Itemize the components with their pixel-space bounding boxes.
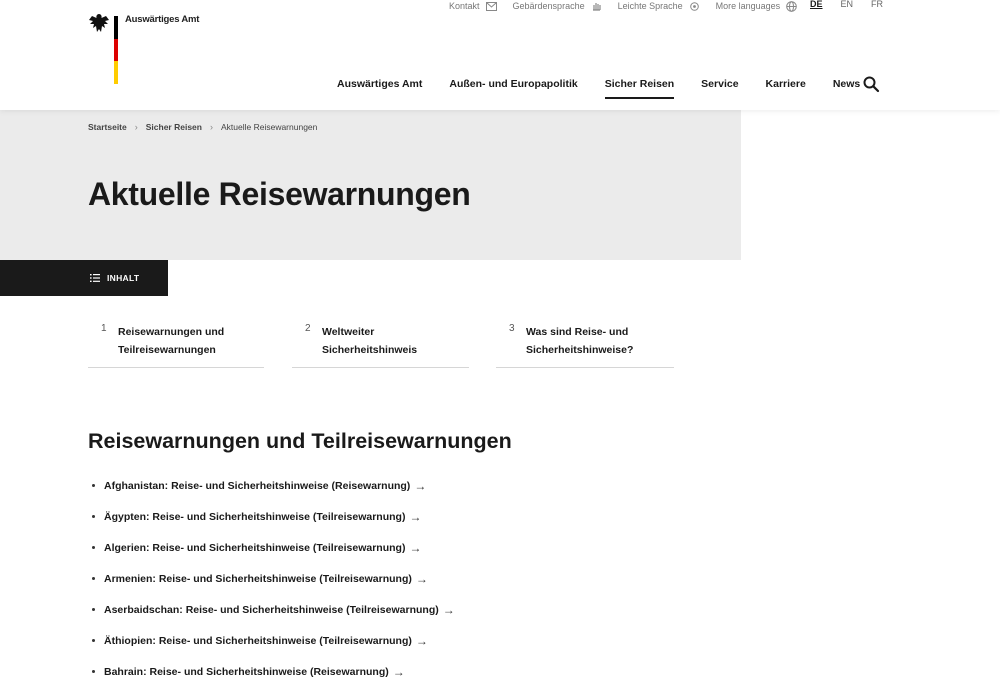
site-header	[0, 0, 1000, 110]
service-link-kontakt[interactable]	[449, 1, 497, 11]
service-link-more-languages[interactable]	[716, 1, 798, 12]
bullet	[92, 515, 95, 518]
service-link-label: Gebärdensprache	[512, 1, 585, 11]
page-title: Aktuelle Reisewarnungen	[88, 176, 471, 212]
toc-label: Weltweiter Sicherheitshinweis	[322, 326, 418, 356]
service-link-gebaerdensprache[interactable]	[513, 1, 602, 11]
toc-item-2[interactable]	[292, 320, 469, 368]
site-logo[interactable]	[88, 12, 208, 74]
bullet	[92, 608, 95, 611]
arrow-right-icon: →	[409, 509, 422, 524]
bullet	[92, 546, 95, 549]
chevron-right-icon: ›	[209, 122, 213, 132]
breadcrumb	[88, 122, 317, 132]
bullet	[92, 670, 95, 673]
list-item[interactable]	[92, 470, 455, 501]
warning-link[interactable]: Ägypten: Reise- und Sicherheitshinweise (Teilreisewarnung)	[104, 510, 406, 523]
nav-news[interactable]: News	[832, 78, 861, 90]
nav-sicher-reisen[interactable]: Sicher Reisen	[605, 78, 674, 100]
service-link-label: Leichte Sprache	[617, 1, 683, 11]
globe-icon	[786, 1, 797, 12]
list-item[interactable]	[92, 532, 455, 563]
warning-link[interactable]: Afghanistan: Reise- und Sicherheitshinweise (Reisewarnung)	[104, 479, 411, 492]
mail-icon	[486, 2, 497, 11]
arrow-right-icon: →	[392, 664, 405, 679]
warnings-list	[92, 470, 455, 687]
service-link-leichte-sprache[interactable]	[618, 1, 700, 11]
lang-fr[interactable]: FR	[871, 0, 884, 9]
logo-text: Auswärtiges Amt	[125, 14, 200, 25]
chevron-right-icon: ›	[134, 122, 138, 132]
warning-link[interactable]: Aserbaidschan: Reise- und Sicherheitshinweise (Teilreisewarnung)	[104, 603, 439, 616]
toc-number: 3	[509, 323, 515, 334]
toc-number: 1	[101, 323, 107, 334]
main-nav	[337, 78, 860, 100]
bullet	[92, 639, 95, 642]
language-switcher	[810, 0, 883, 9]
federal-eagle-icon	[88, 12, 110, 36]
search-icon[interactable]	[862, 75, 880, 93]
breadcrumb-current: Aktuelle Reisewarnungen	[220, 122, 318, 132]
warning-link[interactable]: Bahrain: Reise- und Sicherheitshinweise (Reisewarnung)	[104, 665, 389, 678]
service-link-label: Kontakt	[449, 1, 480, 11]
nav-auswaertiges-amt[interactable]: Auswärtiges Amt	[337, 78, 423, 90]
list-item[interactable]	[92, 501, 455, 532]
list-icon	[90, 274, 100, 282]
service-link-label: More languages	[715, 1, 781, 11]
bullet	[92, 484, 95, 487]
nav-service[interactable]: Service	[701, 78, 739, 90]
warning-link[interactable]: Armenien: Reise- und Sicherheitshinweise (Teilreisewarnung)	[104, 572, 412, 585]
nav-aussen-europapolitik[interactable]: Außen- und Europapolitik	[449, 78, 578, 90]
table-of-contents	[88, 320, 678, 370]
page-hero	[0, 110, 741, 260]
warning-link[interactable]: Äthiopien: Reise- und Sicherheitshinweise (Teilreisewarnung)	[104, 634, 412, 647]
arrow-right-icon: →	[442, 602, 455, 617]
arrow-right-icon: →	[415, 571, 428, 586]
breadcrumb-sicher-reisen[interactable]: Sicher Reisen	[145, 122, 202, 132]
nav-karriere[interactable]: Karriere	[765, 78, 806, 90]
inhalt-label: INHALT	[107, 273, 140, 283]
toc-label: Reisewarnungen und Teilreisewarnungen	[118, 326, 225, 356]
arrow-right-icon: →	[409, 540, 422, 555]
bullet	[92, 577, 95, 580]
easy-language-icon	[689, 2, 700, 11]
toc-label: Was sind Reise- und Sicherheitshinweise?	[526, 326, 634, 356]
toc-number: 2	[305, 323, 311, 334]
list-item[interactable]	[92, 563, 455, 594]
toc-item-1[interactable]	[88, 320, 264, 368]
lang-de[interactable]: DE	[810, 0, 823, 9]
service-nav	[449, 0, 797, 12]
list-item[interactable]	[92, 656, 455, 687]
section-title: Reisewarnungen und Teilreisewarnungen	[88, 429, 512, 453]
arrow-right-icon: →	[414, 478, 427, 493]
arrow-right-icon: →	[415, 633, 428, 648]
inhalt-button[interactable]	[0, 260, 168, 296]
lang-en[interactable]: EN	[840, 0, 854, 9]
hand-icon	[591, 2, 602, 11]
flag-stripe	[114, 16, 118, 84]
toc-item-3[interactable]	[496, 320, 674, 368]
warning-link[interactable]: Algerien: Reise- und Sicherheitshinweise (Teilreisewarnung)	[104, 541, 406, 554]
list-item[interactable]	[92, 625, 455, 656]
breadcrumb-startseite[interactable]: Startseite	[88, 122, 127, 132]
list-item[interactable]	[92, 594, 455, 625]
